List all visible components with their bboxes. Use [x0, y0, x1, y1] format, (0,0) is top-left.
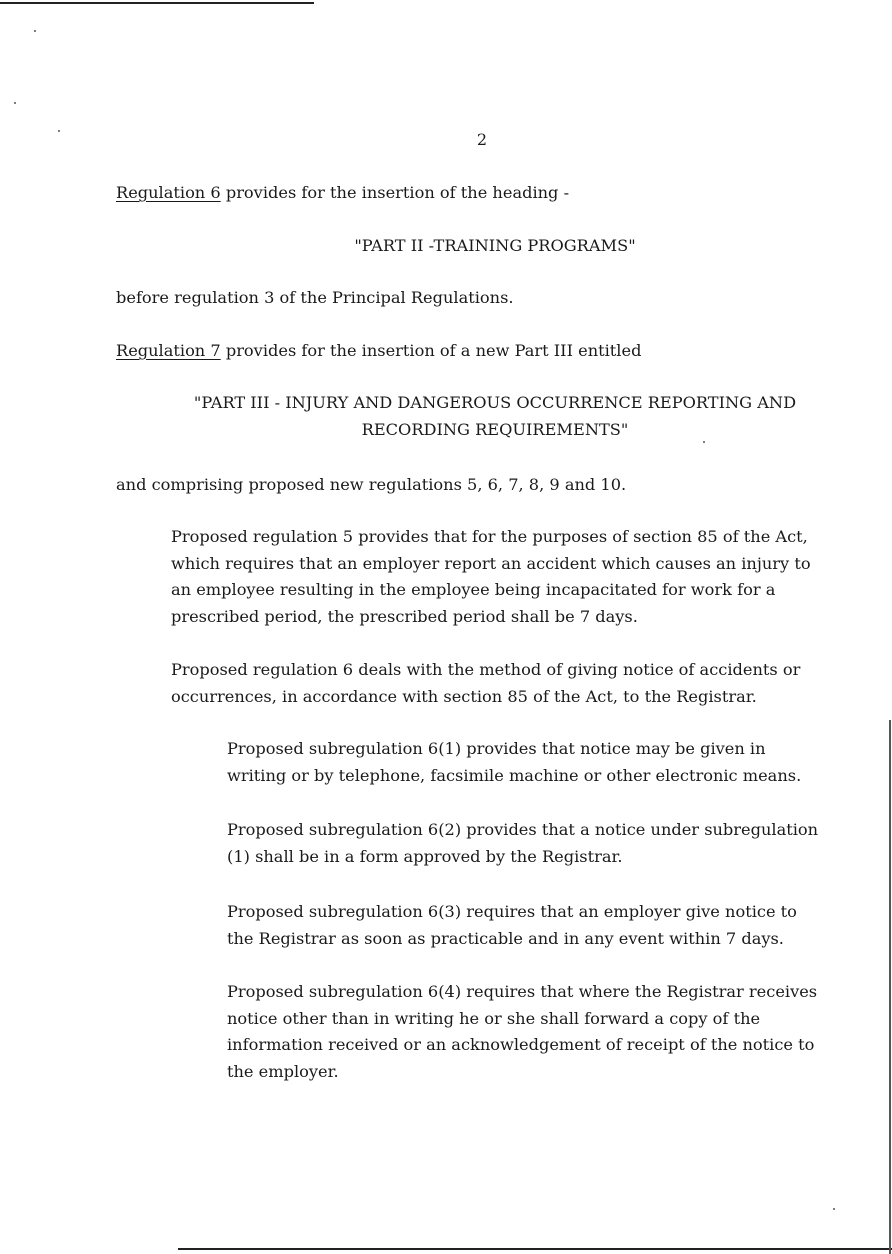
paragraph-line: Proposed subregulation 6(3) requires that an employer give notice to [227, 902, 797, 921]
proposed-regulation-5-paragraph [171, 524, 811, 630]
regulation-6-text: provides for the insertion of the heading - [220, 183, 570, 202]
paragraph-line: prescribed period, the prescribed period shall be 7 days. [171, 606, 638, 626]
paragraph-line: Proposed regulation 5 provides that for the purposes of section 85 of the Act, [171, 527, 808, 546]
scan-speck [14, 102, 16, 104]
subregulation-6-4-paragraph [227, 979, 817, 1085]
heading-part-iii [100, 390, 890, 443]
subregulation-6-1-paragraph [227, 736, 801, 789]
before-regulation-text: before regulation 3 of the Principal Regulations. [116, 288, 514, 307]
paragraph-line: the Registrar as soon as practicable and in any event within 7 days. [227, 928, 784, 948]
paragraph-line: which requires that an employer report an accident which causes an injury to [171, 553, 811, 573]
page-number: 2 [476, 130, 488, 149]
regulation-7-reference: Regulation 7 [116, 341, 221, 360]
paragraph-line: Proposed subregulation 6(2) provides that a notice under subregulation [227, 820, 819, 839]
paragraph-line: the employer. [227, 1061, 339, 1081]
regulation-7-text: provides for the insertion of a new Part III entitled [220, 341, 642, 360]
paragraph-line: occurrences, in accordance with section 85 of the Act, to the Registrar. [171, 686, 757, 706]
right-scan-edge [889, 720, 891, 1254]
regulation-7-paragraph [116, 338, 641, 365]
regulation-6-paragraph [116, 180, 569, 207]
proposed-regulation-6-paragraph [171, 657, 800, 710]
heading-part-iii-line-2: RECORDING REQUIREMENTS" [361, 419, 629, 439]
paragraph-line: (1) shall be in a form approved by the Registrar. [227, 846, 623, 866]
scan-speck [58, 130, 60, 132]
top-scan-rule [0, 2, 314, 4]
heading-part-iii-line-1: "PART III - INJURY AND DANGEROUS OCCURRENCE REPORTING AND [193, 393, 797, 412]
paragraph-line: notice other than in writing he or she shall forward a copy of the [227, 1008, 761, 1028]
comprising-text: and comprising proposed new regulations 5, 6, 7, 8, 9 and 10. [116, 475, 627, 494]
regulation-6-reference: Regulation 6 [116, 183, 221, 202]
bottom-scan-rule [178, 1248, 892, 1250]
subregulation-6-3-paragraph [227, 899, 797, 952]
paragraph-line: Proposed regulation 6 deals with the method of giving notice of accidents or [171, 660, 801, 679]
subregulation-6-2-paragraph [227, 817, 818, 870]
paragraph-line: writing or by telephone, facsimile machine or other electronic means. [227, 765, 802, 785]
scan-speck [34, 30, 36, 32]
paragraph-line: information received or an acknowledgement of receipt of the notice to [227, 1035, 815, 1054]
paragraph-line: Proposed subregulation 6(1) provides that notice may be given in [227, 739, 766, 758]
scan-speck [833, 1208, 835, 1210]
paragraph-line: an employee resulting in the employee being incapacitated for work for a [171, 580, 776, 599]
heading-part-ii: "PART II -TRAINING PROGRAMS" [354, 236, 636, 255]
paragraph-line: Proposed subregulation 6(4) requires that where the Registrar receives [227, 982, 818, 1001]
